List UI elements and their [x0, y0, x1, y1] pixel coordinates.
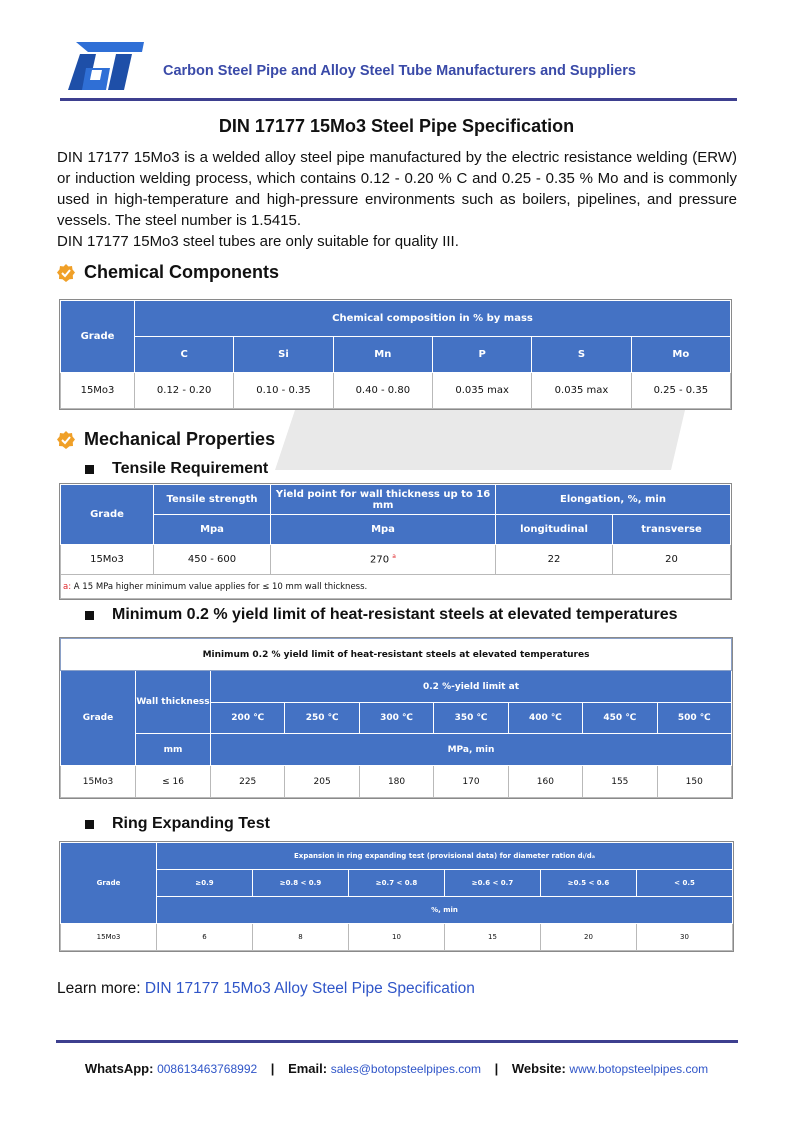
section-chemical [57, 262, 279, 283]
value-cell: 170 [434, 766, 508, 798]
table-row [61, 766, 732, 798]
temperature-header: 400 ℃ [508, 703, 582, 734]
grade-header: Grade [61, 301, 135, 373]
value-cell: 180 [359, 766, 433, 798]
ratio-header: ≥0.5 < 0.6 [541, 870, 637, 897]
grade-cell: 15Mo3 [61, 373, 135, 409]
longitudinal-header: longitudinal [496, 515, 613, 545]
value-cell: 8 [253, 924, 349, 951]
transverse-header: transverse [613, 515, 731, 545]
footnote-text: A 15 MPa higher minimum value applies for ≤ 10 mm wall thickness. [71, 581, 368, 592]
value-cell: 20 [613, 545, 731, 575]
header-divider [60, 98, 737, 101]
footnote-row [61, 575, 731, 599]
footnote [61, 575, 731, 599]
ratio-header-row [61, 870, 733, 897]
value-cell [271, 545, 496, 575]
temperature-header: 250 ℃ [285, 703, 359, 734]
section-title-chemical: Chemical Components [84, 262, 280, 282]
unit-header: %, min [157, 897, 733, 924]
intro-note: DIN 17177 15Mo3 steel tubes are only suitable for quality III. [57, 233, 459, 250]
ring-expanding-table [60, 842, 733, 951]
value-cell: 0.035 max [532, 373, 631, 409]
element-header: P [432, 337, 531, 373]
website-link[interactable]: www.botopsteelpipes.com [569, 1062, 709, 1076]
whatsapp-label: WhatsApp: [84, 1061, 154, 1076]
temperature-header: 500 ℃ [657, 703, 731, 734]
value-cell: 160 [508, 766, 582, 798]
value-cell: 0.12 - 0.20 [135, 373, 234, 409]
yield-point-header: Yield point for wall thickness up to 16 mm [271, 485, 496, 515]
subsection-ring [85, 815, 270, 833]
temperature-header: 350 ℃ [434, 703, 508, 734]
intro-paragraph: DIN 17177 15Mo3 is a welded alloy steel pipe manufactured by the electric resistance welding (ERW) or induction welding process, which contains 0.12 - 0.20 % C and 0.25 - 0.35 % Mo and is commonly used in high-temperature and high-pressure environments such as boilers, pipelines, and pressure vessels. The steel number is 1.5415. [57, 149, 737, 229]
unit-header: MPa, min [211, 734, 732, 766]
element-header: C [135, 337, 234, 373]
value-cell: 22 [496, 545, 613, 575]
table-row [61, 545, 731, 575]
badge-check-icon [57, 264, 75, 282]
composition-header: Chemical composition in % by mass [135, 301, 731, 337]
footnote-marker: a [392, 553, 396, 561]
yield-value: 270 [370, 554, 390, 566]
value-cell: 20 [541, 924, 637, 951]
badge-check-icon [57, 431, 75, 449]
value-cell: 225 [211, 766, 285, 798]
grade-cell: 15Mo3 [61, 924, 157, 951]
bullet-square-icon [85, 820, 94, 829]
grade-cell: 15Mo3 [61, 545, 154, 575]
unit-header: Mpa [271, 515, 496, 545]
elongation-header: Elongation, %, min [496, 485, 731, 515]
element-header: Mo [631, 337, 730, 373]
yield-limit-table [60, 638, 732, 798]
table-caption: Minimum 0.2 % yield limit of heat-resistant steels at elevated temperatures [61, 639, 732, 671]
ratio-header: < 0.5 [637, 870, 733, 897]
email-link[interactable]: sales@botopsteelpipes.com [330, 1062, 481, 1076]
value-cell: 0.40 - 0.80 [333, 373, 432, 409]
intro-text [57, 147, 737, 252]
table-row [61, 373, 731, 409]
chemical-table [60, 300, 731, 409]
element-header: Si [234, 337, 333, 373]
value-cell: ≤ 16 [136, 766, 211, 798]
value-cell: 10 [349, 924, 445, 951]
footnote-label: a: [63, 581, 72, 592]
unit-header: Mpa [154, 515, 271, 545]
page-footer [0, 1061, 793, 1076]
whatsapp-number[interactable]: 008613463768992 [157, 1062, 258, 1076]
bullet-square-icon [85, 611, 94, 620]
ratio-header: ≥0.9 [157, 870, 253, 897]
element-header: S [532, 337, 631, 373]
page-header [60, 38, 737, 100]
temperature-header: 200 ℃ [211, 703, 285, 734]
ratio-header: ≥0.8 < 0.9 [253, 870, 349, 897]
tensile-table [60, 484, 731, 599]
unit-header: mm [136, 734, 211, 766]
company-logo [66, 40, 146, 92]
learn-more [57, 980, 475, 998]
ratio-header: ≥0.6 < 0.7 [445, 870, 541, 897]
temperature-header: 300 ℃ [359, 703, 433, 734]
subsection-title: Minimum 0.2 % yield limit of heat-resistant steels at elevated temperatures [112, 606, 678, 623]
table-row [61, 924, 733, 951]
value-cell: 0.035 max [432, 373, 531, 409]
element-header-row [61, 337, 731, 373]
grade-cell: 15Mo3 [61, 766, 136, 798]
website-label: Website: [511, 1061, 566, 1076]
bullet-square-icon [85, 465, 94, 474]
value-cell: 205 [285, 766, 359, 798]
grade-header: Grade [61, 485, 154, 545]
expansion-header: Expansion in ring expanding test (provisional data) for diameter ration dᵢ/dₐ [157, 843, 733, 870]
section-mechanical [57, 429, 275, 450]
value-cell: 0.25 - 0.35 [631, 373, 730, 409]
element-header: Mn [333, 337, 432, 373]
value-cell: 150 [657, 766, 731, 798]
footer-separator: | [494, 1061, 499, 1076]
email-label: Email: [288, 1061, 328, 1076]
watermark-logo [275, 400, 685, 480]
value-cell: 155 [583, 766, 657, 798]
value-cell: 30 [637, 924, 733, 951]
subsection-title: Ring Expanding Test [112, 815, 270, 832]
temperature-header: 450 ℃ [583, 703, 657, 734]
ratio-header: ≥0.7 < 0.8 [349, 870, 445, 897]
tensile-strength-header: Tensile strength [154, 485, 271, 515]
subsection-tensile [85, 460, 268, 478]
header-title: Carbon Steel Pipe and Alloy Steel Tube Manufacturers and Suppliers [163, 63, 636, 79]
grade-header: Grade [61, 671, 136, 766]
subsection-title: Tensile Requirement [112, 460, 269, 477]
value-cell: 0.10 - 0.35 [234, 373, 333, 409]
learn-more-label: Learn more: [57, 980, 145, 997]
learn-more-link[interactable]: DIN 17177 15Mo3 Alloy Steel Pipe Specification [144, 980, 475, 997]
page-title: DIN 17177 15Mo3 Steel Pipe Specification [218, 116, 575, 136]
section-title-mechanical: Mechanical Properties [84, 429, 276, 449]
value-cell: 6 [157, 924, 253, 951]
footer-separator: | [270, 1061, 275, 1076]
value-cell: 450 - 600 [154, 545, 271, 575]
wall-thickness-header: Wall thickness [136, 671, 211, 734]
footer-divider [56, 1040, 738, 1043]
subsection-yield [85, 606, 678, 624]
yield-limit-header: 0.2 %-yield limit at [211, 671, 732, 703]
value-cell: 15 [445, 924, 541, 951]
grade-header: Grade [61, 843, 157, 924]
